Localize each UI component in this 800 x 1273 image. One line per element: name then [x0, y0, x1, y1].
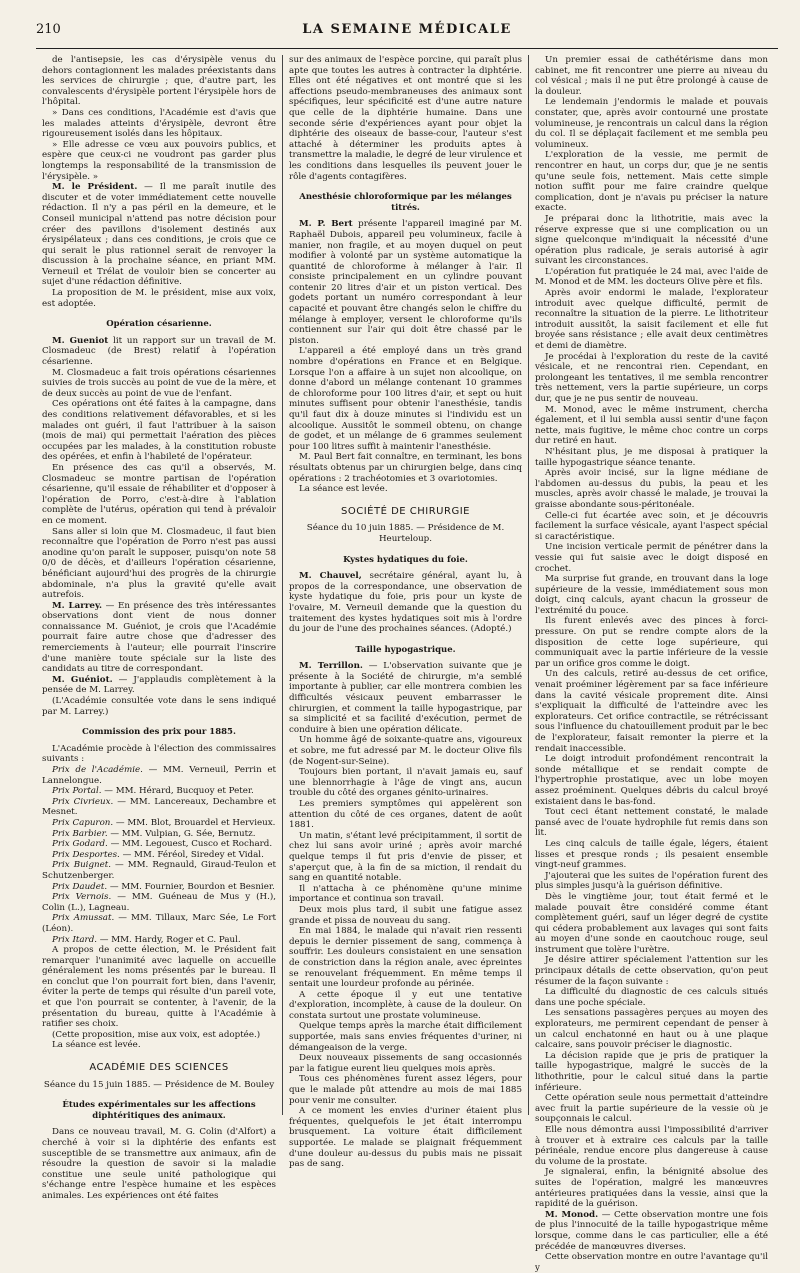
paragraph: (L'Académie consultée vote dans le sens indiqué par M. Larrey.)	[42, 696, 276, 717]
prize-commission: Prix de l'Académie. — MM. Verneuil, Perrin et Lannelongue.	[42, 765, 277, 786]
prize-commission: Prix Amussat. — MM. Tillaux, Marc Sée, Le Fort (Léon).	[42, 913, 276, 934]
paragraph: N'hésitant plus, je me disposai à pratiquer la taille hypogastrique séance tenante.	[535, 446, 768, 468]
paragraph: sur des animaux de l'espèce porcine, qui paraît plus apte que toutes les autres à contracter la diphtérie. Elles ont été négatives et ont montré que si les affections pseudo-membraneuses des animaux sont spécifiques, leur spécificité est d'une autre nature que celle de la diphtérie humaine. Dans une seconde série d'expériences ayant pour objet la diphtérie des oiseaux de basse-cour, l'auteur s'est attaché à déterminer les produits aptes à transmettre la maladie, le degré de leur virulence et les conditions dans lesquelles ils peuvent jouer le rôle d'agents contagifères.	[289, 55, 522, 182]
paragraph: Cette opération seule nous permettait d'atteindre avec fruit la partie supérieure de la vessie où je soupçonnais le calcul.	[535, 1093, 768, 1125]
paragraph: Ces opérations ont été faites à la campagne, dans des conditions relativement défavorables, et si les malades ont guéri, il faut l'attribuer à la saison (mois de mai) qui permettait l'aération des pièces occupées par les malades, à la constitution robuste des opérées, et enfin à l'habileté de l'opérateur.	[42, 399, 276, 463]
paragraph: » Elle adresse ce vœu aux pouvoirs publics, et espère que ceux-ci ne voudront pas garder plus longtemps la responsabilité de la transmission de l'érysipèle. »	[42, 139, 276, 182]
paragraph: Je signalerai, enfin, la bénignité absolue des suites de l'opération, malgré les manœuvres antérieures pratiquées dans la vessie, ainsi que la rapidité de la guérison.	[535, 1167, 768, 1210]
paragraph: Le lendemain j'endormis le malade et pouvais constater, que, après avoir contourné une prostate volumineuse, je rencontrais un calcul dans la région du col. Il se déplaçait facilement et me sembla peu volumineux.	[535, 97, 768, 150]
society-heading: ACADÉMIE DES SCIENCES	[89, 1062, 229, 1074]
paragraph: Deux mois plus tard, il subit une fatigue assez grande et pissa de nouveau du sang.	[289, 904, 522, 926]
header-rule	[36, 48, 778, 49]
prize-name: Prix Itard.	[52, 934, 98, 945]
page-header	[36, 22, 778, 46]
paragraph: Je procédai à l'exploration du reste de la cavité vésicale, et ne rencontrai rien. Cependant, en prolongeant les tentatives, il me sembla rencontrer très nettement, vers la partie supérieure, un corps dur, que je ne pus sentir de nouveau.	[535, 351, 768, 404]
speaker-name: M. Monod.	[545, 1209, 599, 1220]
paragraph: M. Terrillon. — L'observation suivante que je présente à la Société de chirurgie, m'a semblé importante à publier, car elle montrera combien les difficultés vésicaux peuvent embarrasser le chirurgien, et comment la taille hypogastrique, par sa simplicité et sa facilité d'exécution, permet de conduire à bien une opération délicate.	[289, 661, 522, 735]
prize-commission: Prix Capuron. — MM. Blot, Brouardel et Hervieux.	[52, 817, 276, 828]
prize-name: Prix Capuron.	[52, 817, 114, 828]
paragraph: L'Académie procède à l'élection des commissaires suivants :	[42, 743, 276, 765]
paragraph: Un des calculs, retiré au-dessus de cet orifice, venait proéminer légèrement par sa face inférieure dans la cavité vésicale proprement dite. Ainsi s'expliquait la difficulté de l'atteindre avec les explorateurs. Cet orifice contractile, se rétrécissant sous l'influence du chatouillement produit par le bec de l'explorateur, faisait remonter la pierre et la rendait inaccessible.	[535, 669, 768, 754]
paragraph: de l'antisepsie, les cas d'érysipèle venus du dehors contagionnent les malades préexistants dans les services de chirurgie ; que, d'autre part, les convalescents d'érysipèle portent l'érysipèle hors de l'hôpital.	[42, 55, 276, 108]
paragraph: Tous ces phénomènes furent assez légers, pour que le malade pût attendre au mois de mai 1885 pour venir me consulter.	[289, 1074, 522, 1106]
prize-name: Prix Daudet.	[52, 881, 108, 892]
paragraph: Celle-ci fut écartée avec soin, et je découvris facilement la surface vésicale, ayant l'aspect spécial si caractéristique.	[535, 510, 768, 542]
paragraph: M. le Président. — Il me paraît inutile des discuter et de voter immédiatement cette nouvelle rédaction. Il n'y a pas péril en la demeure, et le Conseil municipal n'attend pas notre décision pour créer des pavillons d'isolement destinés aux érysipélateux ; dans ces conditions, je crois que ce qui serait le plus rationnel serait de renvoyer la discussion à la prochaine séance, en priant MM. Verneuil et Trélat de vouloir bien se concerter au sujet d'une rédaction définitive.	[42, 182, 276, 288]
paragraph: Dans ce nouveau travail, M. G. Colin (d'Alfort) a cherché à voir si la diphtérie des enfants est susceptible de se transmettre aux animaux, afin de résoudre la question de savoir si la maladie constitue une seule unité pathologique qui s'échange entre l'espèce humaine et les espèces animales. Les expériences ont été faites	[42, 1127, 276, 1201]
paragraph: Le doigt introduit profondément rencontrait la sonde métallique et se rendait compte de l'hypertrophie prostatique, avec un lobe moyen assez proéminent. Quelques débris du calcul broyé existaient dans le bas-fond.	[535, 754, 768, 807]
paragraph: M. Chauvel, secrétaire général, ayant lu, à propos de la correspondance, une observation de kyste hydatique du foie, pris pour un kyste de l'ovaire, M. Verneuil demande que la question du traitement des kystes hydatiques soit mis à l'ordre du jour de l'une des prochaines séances. (Adopté.)	[289, 571, 522, 635]
section-heading: Kystes hydatiques du foie.	[343, 554, 468, 565]
prize-name: Prix Barbier.	[52, 828, 108, 839]
prize-name: Prix Portal.	[52, 786, 102, 797]
section-heading: Anesthésie chloroformique par les mélanges titrés.	[299, 192, 512, 213]
paragraph: Il n'attacha à ce phénomène qu'une minime importance et continua son travail.	[289, 883, 522, 905]
paragraph: Tout ceci étant nettement constaté, le malade pansé avec de l'ouate hydrophile fut remis dans son lit.	[535, 807, 768, 839]
prize-name: Prix Amussat.	[52, 913, 115, 924]
column-3	[528, 55, 774, 1273]
paragraph: M. Gueniot lit un rapport sur un travail de M. Closmadeuc (de Brest) relatif à l'opération césarienne.	[42, 335, 276, 368]
paragraph: Ils furent enlevés avec des pinces à forci-pressure. On put se rendre compte alors de la disposition de cette loge supérieure, qui communiquait avec la partie inférieure de la vessie par un orifice gros comme le doigt.	[535, 616, 768, 669]
prize-name: Prix Civrieux.	[52, 796, 114, 807]
journal-title: LA SEMAINE MÉDICALE	[302, 22, 512, 37]
society-heading: SOCIÉTÉ DE CHIRURGIE	[341, 505, 470, 517]
paragraph: Les cinq calculs de taille égale, légers, étaient lisses et presque ronds ; ils pesaient ensemble vingt-neuf grammes.	[535, 838, 768, 871]
paragraph: En présence des cas qu'il a observés, M. Closmadeuc se montre partisan de l'opération césarienne, qu'il essaie de réhabiliter et d'opposer à l'opération de Porro, c'est-à-dire à l'ablation complète de l'utérus, opération qui tend à prévaloir en ce moment.	[42, 462, 276, 526]
paragraph: L'exploration de la vessie, me permit de rencontrer en haut, un corps dur, que je ne sentis qu'une seule fois, nettement. Mais cette simple notion suffit pour me faire craindre quelque complication, dont je n'avais pu préciser la nature exacte.	[535, 150, 768, 214]
prize-commission: Prix Barbier. — MM. Vulpian, G. Sée, Bernutz.	[52, 828, 256, 839]
paragraph: A cette époque il y eut une tentative d'exploration, incomplète, à cause de la douleur. On constata surtout une prostate volumineuse.	[289, 989, 522, 1021]
prize-name: Prix Vernois.	[52, 892, 112, 903]
column-2	[282, 55, 528, 1170]
text-columns	[36, 55, 778, 1273]
paragraph: L'opération fut pratiquée le 24 mai, avec l'aide de M. Monod et de MM. les docteurs Olive père et fils.	[535, 266, 768, 288]
speaker-name: M. Terrillon.	[299, 661, 363, 672]
section-heading: Commission des prix pour 1885.	[82, 727, 236, 738]
speaker-name: M. Guéniot.	[52, 674, 113, 685]
paragraph: M. Monod, avec le même instrument, chercha également, et il lui sembla aussi sentir d'une façon nette, mais fugitive, le même choc contre un corps dur retiré en haut.	[535, 404, 768, 447]
paragraph: A propos de cette élection, M. le Président fait remarquer l'unanimité avec laquelle on accueille généralement les noms présentés par le bureau. Il en conclut que l'on pourrait fort bien, dans l'avenir, éviter la perte de temps qui résulte d'un pareil vote, et que l'on pourrait se contenter, à l'avenir, de la présentation du bureau, quitte à l'Académie à ratifier ses choix.	[42, 945, 276, 1030]
paragraph: M. Closmadeuc a fait trois opérations césariennes suivies de trois succès au point de vue de la mère, et de deux succès au point de vue de l'enfant.	[42, 367, 276, 399]
paragraph: (Cette proposition, mise aux voix, est adoptée.)	[52, 1029, 261, 1040]
prize-name: Prix Desportes.	[52, 849, 120, 860]
column-1	[36, 55, 282, 1201]
paragraph: A ce moment les envies d'uriner étaient plus fréquentes, quelquefois le jet était interrompu brusquement. La voiture était difficilement supportée. Le malade se plaignait fréquemment d'une douleur au-dessus du pubis mais ne pissait pas de sang.	[289, 1106, 522, 1170]
paragraph: » Dans ces conditions, l'Académie est d'avis que les malades atteints d'érysipèle, devront être rigoureusement isolés dans les hôpitaux.	[42, 107, 276, 140]
paragraph: Toujours bien portant, il n'avait jamais eu, sauf une blennorrhagie à l'âge de vingt ans, aucun trouble du côté des organes génito-urinaires.	[289, 767, 522, 799]
paragraph: Ma surprise fut grande, en trouvant dans la loge supérieure de la vessie, immédiatement sous mon doigt, cinq calculs, ayant chacun la grosseur de l'extrémité du pouce.	[535, 574, 768, 616]
section-heading: Taille hypogastrique.	[355, 644, 456, 655]
prize-commission: Prix Daudet. — MM. Fournier, Bourdon et Besnier.	[52, 881, 275, 892]
paragraph: Je préparai donc la lithotritie, mais avec la réserve expresse que si une complication ou un signe quelconque m'indiquait la nécessité d'une opération plus radicale, je serais autorisé à agir suivant les circonstances.	[535, 213, 768, 267]
paragraph: M. P. Bert présente l'appareil imaginé par M. Raphaël Dubois, appareil peu volumineux, facile à manier, non fragile, et au moyen duquel on peut modifier à volonté par un système automatique la quantité de chloroforme à mélanger à l'air. Il consiste principalement en un cylindre pouvant contenir 20 litres d'air et un piston vertical. Des godets portant un numéro correspondant à leur capacité et pouvant être changés selon le chiffre du mélange à employer, versent le chloroforme qu'ils contiennent sur l'air qui doit être chassé par le piston.	[289, 219, 522, 346]
speaker-name: M. P. Bert	[299, 219, 353, 230]
paragraph: Les sensations passagères perçues au moyen des explorateurs, me permirent cependant de penser à un calcul enchatonné en haut ou à une plaque calcaire, sans pouvoir préciser le diagnostic.	[535, 1008, 768, 1051]
speaker-name: M. Chauvel,	[299, 571, 362, 582]
paragraph: L'appareil a été employé dans un très grand nombre d'opérations en France et en Belgique. Lorsque l'on a affaire à un sujet non alcoolique, on donne d'abord un mélange contenant 10 grammes de chloroforme pour 100 litres d'air, et sept ou huit minutes suffisent pour obtenir l'anesthésie, tandis qu'il faut dix à douze minutes si l'individu est un alcoolique. Aussitôt le sommeil obtenu, on change de godet, et un mélange de 6 grammes seulement pour 100 litres suffit à maintenir l'anesthésie.	[289, 346, 522, 452]
section-heading: Études expérimentales sur les affections diphtéritiques des animaux.	[62, 1100, 256, 1121]
paragraph: Sans aller si loin que M. Closmadeuc, il faut bien reconnaître que l'opération de Porro n'est pas aussi anodine qu'on paraît le supposer, puisqu'on note 58 0/0 de décès, et d'ailleurs l'opération césarienne, bénéficiant aujourd'hui des progrès de la chirurgie abdominale, n'a plus la gravité qu'elle avait autrefois.	[42, 526, 276, 601]
page-number: 210	[36, 22, 61, 37]
prize-name: Prix Godard.	[52, 839, 108, 850]
paragraph: M. Guéniot. — J'applaudis complètement à la pensée de M. Larrey.	[42, 674, 276, 696]
prize-commission: Prix Vernois. — MM. Guéneau de Mus y (H.), Colin (L.), Lagneau.	[42, 892, 277, 913]
paragraph: La difficulté du diagnostic de ces calculs situés dans une poche spéciale.	[535, 987, 768, 1008]
paragraph: Après avoir endormi le malade, l'explorateur introduit avec quelque difficulté, permit de reconnaître la situation de la pierre. Le lithotriteur introduit aussitôt, la saisit facilement et elle fut broyée sans résistance ; elle avait deux centimètres et demi de diamètre.	[535, 288, 768, 352]
prize-name: Prix de l'Académie.	[52, 765, 143, 775]
prize-commission: Prix Portal. — MM. Hérard, Bucquoy et Peter.	[52, 786, 254, 797]
paragraph: M. Monod. — Cette observation montre une fois de plus l'innocuité de la taille hypogastrique même lorsque, comme dans le cas particulier, elle a été précédée de manœuvres diverses.	[535, 1209, 768, 1252]
paragraph: Un homme âgé de soixante-quatre ans, vigoureux et sobre, me fut adressé par M. le docteur Olive fils (de Nogent-sur-Seine).	[289, 735, 522, 767]
paragraph: Un premier essai de cathétérisme dans mon cabinet, me fit rencontrer une pierre au niveau du col vésical ; mais il ne put être prolongé à cause de la douleur.	[535, 55, 768, 97]
paragraph: Une incision verticale permit de pénétrer dans la vessie qui fut saisie avec le doigt disposé en crochet.	[535, 542, 768, 574]
paragraph: M. Paul Bert fait connaître, en terminant, les bons résultats obtenus par un chirurgien belge, dans cinq opérations : 2 trachéotomies et 3 ovariotomies.	[289, 452, 522, 484]
paragraph: Dès le vingtième jour, tout était fermé et le malade pouvait être considéré comme étant complètement guéri, sauf un léger degré de cystite qui cédera probablement aux lavages qui sont faits au moyen d'une sonde en caoutchouc rouge, seul instrument que tolère l'urètre.	[535, 891, 768, 955]
prize-commission: Prix Civrieux. — MM. Lancereaux, Dechambre et Mesnet.	[42, 796, 276, 818]
paragraph: La proposition de M. le président, mise aux voix, est adoptée.	[42, 288, 276, 309]
paragraph: Je désire attirer spécialement l'attention sur les principaux détails de cette observation, qu'on peut résumer de la façon suivante :	[535, 955, 768, 987]
paragraph: La séance est levée.	[52, 1040, 141, 1051]
meeting-line: Séance du 10 juin 1885. — Présidence de M. Heurteloup.	[306, 523, 505, 544]
section-heading: Opération césarienne.	[106, 319, 212, 330]
meeting-line: Séance du 15 juin 1885. — Présidence de M. Bouley	[43, 1079, 275, 1090]
paragraph: M. Larrey. — En présence des très intéressantes observations dont vient de nous donner connaissance M. Guéniot, je crois que l'Académie pourrait faire autre chose que d'adresser des remerciements à l'auteur; elle pourrait l'inscrire d'une manière toute spéciale sur la liste des candidats au titre de correspondant.	[42, 600, 276, 675]
speaker-name: M. Gueniot	[52, 335, 109, 346]
prize-commission: Prix Buignet. — MM. Regnauld, Giraud-Teulon et Schutzenberger.	[42, 860, 277, 881]
speaker-name: M. le Président.	[52, 182, 138, 193]
prize-commission: Prix Itard. — MM. Hardy, Roger et C. Paul.	[52, 934, 241, 945]
paragraph: Elle nous démontra aussi l'impossibilité d'arriver à trouver et à extraire ces calculs par la taille périnéale, rendue encore plus dangereuse à cause du volume de la prostate.	[535, 1124, 768, 1167]
paragraph: Un matin, s'étant levé précipitamment, il sortit de chez lui sans avoir uriné ; après avoir marché quelque temps il fut pris d'envie de pisser, et s'aperçut que, à la fin de sa miction, il rendait du sang en quantité notable.	[289, 830, 522, 884]
paragraph: Cette observation montre en outre l'avantage qu'il y	[535, 1252, 768, 1273]
paragraph: En mai 1884, le malade qui n'avait rien ressenti depuis le dernier pissement de sang, commença à souffrir. Les douleurs consistaient en une sensation de constriction dans la région anale, avec épreintes se renouvelant fréquemment. En même temps il sentait une lourdeur profonde au périnée.	[289, 926, 522, 990]
paragraph: Les premiers symptômes qui appelèrent son attention du côté de ces organes, datent de août 1881.	[289, 799, 522, 831]
speaker-name: M. Larrey.	[52, 600, 103, 611]
paragraph: La décision rapide que je pris de pratiquer la taille hypogastrique, malgré le succès de la lithothritie, pour le calcul situé dans la partie inférieure.	[535, 1050, 768, 1093]
paragraph: La séance est levée.	[299, 484, 388, 495]
prize-commission: Prix Godard. — MM. Legouest, Cusco et Rochard.	[52, 839, 273, 850]
prize-name: Prix Buignet.	[52, 860, 112, 871]
paragraph: Après avoir incisé, sur la ligne médiane de l'abdomen au-dessus du pubis, la peau et les muscles, après avoir chassé le malade, je trouvai la graisse abondante sous-péritonéale.	[535, 468, 768, 510]
paragraph: Quelque temps après la marche était difficilement supportée, mais sans envies fréquentes d'uriner, ni démangeaison de la verge.	[289, 1021, 522, 1053]
prize-commission: Prix Desportes. — MM. Féréol, Siredey et Vidal.	[52, 849, 264, 860]
paragraph: J'ajouterai que les suites de l'opération furent des plus simples jusqu'à la guérison définitive.	[535, 870, 768, 892]
paragraph: Deux nouveaux pissements de sang occasionnés par la fatigue eurent lieu quelques mois après.	[289, 1053, 522, 1074]
